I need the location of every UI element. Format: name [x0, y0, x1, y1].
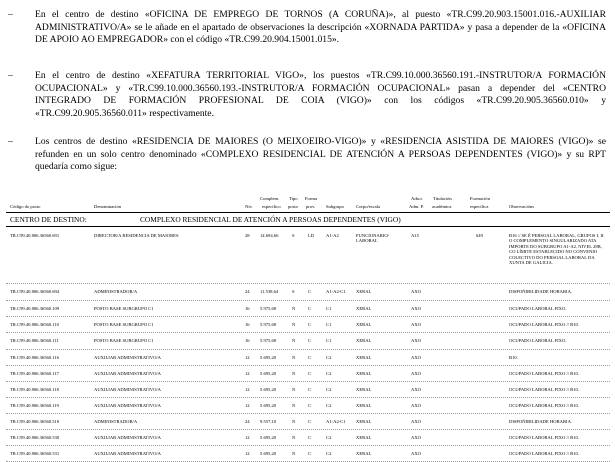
- cell-name: AUXILIAR ADMINISTRATIVO/A: [94, 403, 161, 408]
- cell-tipo: N: [292, 338, 296, 343]
- cell-forma: C: [308, 435, 312, 440]
- cell-complem: 5.975,68: [260, 306, 277, 311]
- cell-subgrupo: C2: [326, 355, 332, 360]
- cell-name: POSTO BASE SUBGRUPO C1: [94, 338, 154, 343]
- cell-name: DIRECTOR/A RESIDENCIA DE MAIORES: [94, 233, 179, 238]
- center-name: COMPLEXO RESIDENCIAL DE ATENCIÓN A PERSOAS DEPENDENTES (VIGO): [140, 215, 401, 224]
- cell-nivel: 12: [245, 371, 250, 376]
- cell-nivel: 12: [245, 355, 250, 360]
- paragraph-3: [8, 136, 606, 174]
- center-of-destination-row: [6, 214, 610, 226]
- header-nivel: Niv.: [245, 204, 253, 209]
- cell-complem: 14.694,66: [260, 233, 279, 238]
- header-forma-1: Forma: [305, 196, 317, 201]
- table-row: [6, 333, 610, 350]
- header-adscr-1: Adscr.: [411, 196, 423, 201]
- cell-name: AUXILIAR ADMINISTRATIVO/A: [94, 355, 161, 360]
- table-row: [6, 284, 610, 301]
- header-rule: [6, 212, 610, 213]
- cell-obs: OCUPADO LABORAL FIXO // B10.: [509, 387, 579, 392]
- header-codigo: Código do posto: [10, 204, 41, 209]
- cell-corpo: XERAL: [356, 435, 372, 440]
- cell-forma: C: [308, 403, 312, 408]
- cell-corpo: FUNCIONARIO/ LABORAL: [356, 233, 389, 244]
- cell-code: TR.C99.40.806.36560.116: [10, 355, 59, 360]
- list-dash: –: [8, 136, 13, 147]
- cell-tipo: N: [292, 322, 296, 327]
- cell-tipo: N: [292, 435, 296, 440]
- cell-complem: 5.975,68: [260, 338, 277, 343]
- cell-subgrupo: C1: [326, 338, 332, 343]
- cell-tipo: N: [292, 419, 296, 424]
- cell-subgrupo: A1-A2-C1: [326, 289, 346, 294]
- table-row: [6, 398, 610, 414]
- list-dash: –: [8, 70, 13, 81]
- cell-code: TR.C99.40.806.36560.109: [10, 306, 60, 311]
- table-row: [6, 446, 610, 462]
- cell-complem: 5.695,20: [260, 403, 277, 408]
- cell-corpo: XERAL: [356, 387, 372, 392]
- cell-corpo: XERAL: [356, 451, 372, 456]
- paragraph-text: Los centros de destino «RESIDENCIA DE MAIORES (O MEIXOEIRO-VIGO)» y «RESIDENCIA ASISTIDA DE MAIORES (VIGO)» se refunden en un solo centro denominado «COMPLEXO RESIDENCIAL DE ATENCIÓN A PERSOAS DEPENDENTES (VIGO)» y su RPT quedaría como sigue:: [35, 136, 606, 173]
- cell-adscr: AXO: [411, 419, 421, 424]
- cell-name: POSTO BASE SUBGRUPO C1: [94, 306, 154, 311]
- cell-subgrupo: C2: [326, 403, 332, 408]
- cell-nivel: 12: [245, 451, 250, 456]
- cell-formacion: 649: [476, 233, 483, 238]
- cell-adscr: AXO: [411, 289, 421, 294]
- cell-forma: C: [308, 355, 312, 360]
- cell-tipo: N: [292, 387, 296, 392]
- header-adscr-2: Adm. P.: [409, 204, 424, 209]
- cell-nivel: 12: [245, 387, 250, 392]
- cell-subgrupo: C2: [326, 451, 332, 456]
- center-label: CENTRO DE DESTINO:: [10, 215, 87, 224]
- cell-forma: C: [308, 419, 312, 424]
- cell-adscr: A15: [411, 233, 419, 238]
- cell-tipo: N: [292, 355, 296, 360]
- cell-obs: OCUPADO LABORAL FIXO // B10.: [509, 435, 579, 440]
- cell-nivel: 16: [245, 338, 250, 343]
- cell-subgrupo: A1-A2-C1: [326, 419, 346, 424]
- cell-name: AUXILIAR ADMINISTRATIVO/A: [94, 435, 161, 440]
- header-titulacion-1: Titulación: [433, 196, 452, 201]
- cell-adscr: AXO: [411, 338, 421, 343]
- cell-code: TR.C99.40.806.36560.119: [10, 403, 59, 408]
- cell-complem: 5.695,20: [260, 451, 277, 456]
- cell-adscr: AXO: [411, 355, 421, 360]
- cell-code: TR.C99.40.806.36560.510: [10, 419, 60, 424]
- paragraph-1: [8, 9, 606, 47]
- header-forma-2: prov.: [306, 204, 316, 209]
- cell-forma: C: [308, 289, 312, 294]
- cell-subgrupo: C1: [326, 322, 332, 327]
- cell-obs: OCUPADO LABORAL FIXO.: [509, 338, 567, 343]
- cell-obs: OCUPADO LABORAL FIXO // B10.: [509, 451, 579, 456]
- header-especifico: específico: [262, 204, 281, 209]
- cell-corpo: XERAL: [356, 403, 372, 408]
- header-titulacion-2: académica: [432, 204, 452, 209]
- table-row: [6, 317, 610, 333]
- cell-tipo: S: [292, 233, 295, 238]
- cell-code: TR.C99.40.806.36560.117: [10, 371, 59, 376]
- header-complem: Complem.: [260, 196, 280, 201]
- cell-obs: DISPOÑIBILIDADE HORARIA.: [509, 289, 573, 294]
- cell-name: ADMINISTRADOR/A: [94, 289, 138, 294]
- cell-tipo: N: [292, 451, 296, 456]
- cell-obs: OCUPADO LABORAL FIXO // B10.: [509, 403, 579, 408]
- table-row: [6, 350, 610, 366]
- table-row: [6, 430, 610, 446]
- cell-forma: C: [308, 306, 312, 311]
- cell-nivel: 12: [245, 403, 250, 408]
- cell-complem: 11.538,64: [260, 289, 279, 294]
- cell-adscr: AXO: [411, 435, 421, 440]
- cell-obs: B10.: [509, 355, 518, 360]
- cell-corpo: XERAL: [356, 371, 372, 376]
- rpt-table: [6, 192, 610, 456]
- cell-obs: DISPOÑIBILIDADE HORARIA.: [509, 419, 573, 424]
- cell-code: TR.C99.40.806.36560.531: [10, 451, 60, 456]
- table-row: [6, 228, 610, 284]
- cell-complem: 9.557,10: [260, 419, 277, 424]
- cell-subgrupo: C2: [326, 435, 332, 440]
- header-corpo: Corpo/escala: [356, 204, 380, 209]
- cell-tipo: N: [292, 403, 296, 408]
- table-row: [6, 366, 610, 382]
- center-rule: [6, 226, 610, 227]
- cell-code: TR.C99.40.806.36560.110: [10, 322, 59, 327]
- cell-obs: B16 // SE É PERSOAL LABORAL, GRUPOS I, II. O COMPLEMENTO SINGULARIZADO ATA IMPORTE DO SUBGRUPO A1-A2, NIVEL 28B, CO LÍMITE ESTABLECIDO NO CONVENIO COLECTIVO DO PERSOAL LABORAL DA XUNTA DE GALICIA.: [509, 233, 605, 266]
- header-observacions: Observacións: [509, 204, 535, 209]
- cell-nivel: 28: [245, 233, 250, 238]
- cell-code: TR.C99.40.806.36560.694: [10, 289, 60, 294]
- header-tipo-2: posto: [288, 204, 298, 209]
- cell-corpo: XERAL: [356, 322, 372, 327]
- cell-adscr: AXO: [411, 371, 421, 376]
- header-formacion-1: Formación: [470, 196, 490, 201]
- cell-subgrupo: C2: [326, 371, 332, 376]
- cell-adscr: AXO: [411, 403, 421, 408]
- cell-name: ADMINISTRADOR/A: [94, 419, 138, 424]
- cell-corpo: XERAL: [356, 289, 372, 294]
- cell-subgrupo: C2: [326, 387, 332, 392]
- cell-complem: 5.695,20: [260, 355, 277, 360]
- cell-obs: OCUPADO LABORAL FIXO // B10.: [509, 371, 579, 376]
- cell-name: AUXILIAR ADMINISTRATIVO/A: [94, 451, 161, 456]
- paragraph-2: [8, 70, 606, 120]
- cell-complem: 5.975,68: [260, 322, 277, 327]
- cell-code: TR.C99.40.806.36560.691: [10, 233, 60, 238]
- table-row: [6, 301, 610, 317]
- cell-obs: OCUPADO LABORAL FIXO // B10.: [509, 322, 579, 327]
- header-subgrupo: Subgrupo: [326, 204, 344, 209]
- cell-code: TR.C99.40.806.36560.111: [10, 338, 59, 343]
- cell-nivel: 16: [245, 322, 250, 327]
- cell-complem: 5.695,20: [260, 435, 277, 440]
- cell-tipo: N: [292, 306, 296, 311]
- cell-subgrupo: C1: [326, 306, 332, 311]
- paragraph-text: En el centro de destino «OFICINA DE EMPREGO DE TORNOS (A CORUÑA)», al puesto «TR.C99.20.903.15001.016.-AUXILIAR ADMINISTRATIVO/A» se le añade en el apartado de observaciones la descripción «XORNADA PARTIDA» y pasa a depender de la «OFICINA DE APOIO AO EMPREGADOR» con el código «TR.C99.20.904.15001.015».: [35, 9, 606, 46]
- header-tipo-1: Tipo: [289, 196, 298, 201]
- cell-nivel: 12: [245, 435, 250, 440]
- cell-name: POSTO BASE SUBGRUPO C1: [94, 322, 154, 327]
- header-denominacion: Denominación: [94, 204, 122, 209]
- cell-corpo: XERAL: [356, 355, 372, 360]
- cell-forma: C: [308, 338, 312, 343]
- header-formacion-2: específica: [470, 204, 489, 209]
- cell-tipo: S: [292, 289, 295, 294]
- cell-adscr: AXO: [411, 322, 421, 327]
- table-row: [6, 414, 610, 430]
- cell-code: TR.C99.40.806.36560.530: [10, 435, 60, 440]
- table-row: [6, 382, 610, 398]
- cell-adscr: AXO: [411, 387, 421, 392]
- cell-tipo: N: [292, 371, 296, 376]
- cell-forma: C: [308, 451, 312, 456]
- cell-subgrupo: A1-A2: [326, 233, 339, 238]
- cell-corpo: XERAL: [356, 306, 372, 311]
- cell-obs: OCUPADO LABORAL FIXO.: [509, 306, 567, 311]
- cell-corpo: XERAL: [356, 338, 372, 343]
- cell-name: AUXILIAR ADMINISTRATIVO/A: [94, 371, 161, 376]
- cell-code: TR.C99.40.806.36560.118: [10, 387, 59, 392]
- paragraph-text: En el centro de destino «XEFATURA TERRITORIAL VIGO», los puestos «TR.C99.10.000.36560.191.-INSTRUTOR/A FORMACIÓN OCUPACIONAL» y «TR.C99.10.000.36560.193.-INSTRUTOR/A FORMACIÓN OCUPACIONAL» pasan a depender del «CENTRO INTEGRADO DE FORMACIÓN PROFESIONAL DE COIA (VIGO)» con los códigos «TR.C99.20.905.36560.010» y «TR.C99.20.905.36560.011» respectivamente.: [35, 70, 606, 119]
- list-dash: –: [8, 9, 13, 20]
- cell-forma: C: [308, 371, 312, 376]
- cell-complem: 5.695,20: [260, 371, 277, 376]
- cell-nivel: 16: [245, 306, 250, 311]
- cell-adscr: AXO: [411, 451, 421, 456]
- cell-forma: C: [308, 322, 312, 327]
- cell-nivel: 24: [245, 289, 250, 294]
- cell-forma: C: [308, 387, 312, 392]
- cell-name: AUXILIAR ADMINISTRATIVO/A: [94, 387, 161, 392]
- cell-adscr: AXO: [411, 306, 421, 311]
- cell-nivel: 24: [245, 419, 250, 424]
- cell-corpo: XERAL: [356, 419, 372, 424]
- cell-complem: 5.695,20: [260, 387, 277, 392]
- cell-forma: LD: [308, 233, 315, 238]
